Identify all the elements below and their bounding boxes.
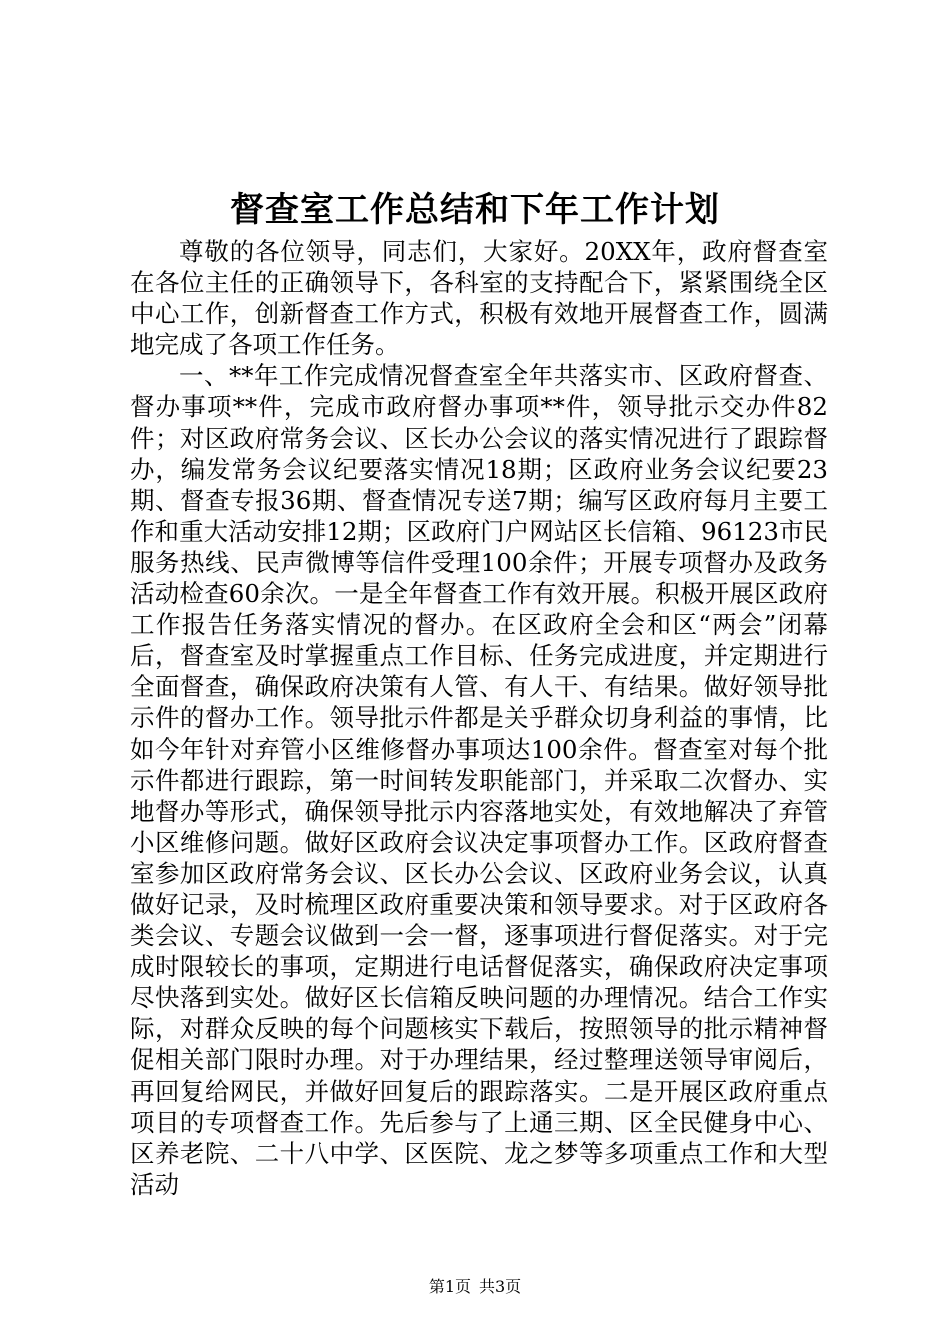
paragraph-work-summary: 一、**年工作完成情况督查室全年共落实市、区政府督查、督办事项**件，完成市政府督办事项**件，领导批示交办件82件；对区政府常务会议、区长办公会议的落实情况进行了跟踪督办，编发常务会议纪要落实情况18期；区政府业务会议纪要23期、督查专报36期、督查情况专送7期；编写区政府每月主要工作和重大活动安排12期；区政府门户网站区长信箱、96123市民服务热线、民声微博等信件受理100余件；开展专项督办及政务活动检查60余次。一是全年督查工作有效开展。积极开展区政府工作报告任务落实情况的督办。在区政府全会和区“两会”闭幕后，督查室及时掌握重点工作目标、任务完成进度，并定期进行全面督查，确保政府决策有人管、有人干、有结果。做好领导批示件的督办工作。领导批示件都是关乎群众切身利益的事情，比如今年针对弃管小区维修督办事项达100余件。督查室对每个批示件都进行跟踪，第一时间转发职能部门，并采取二次督办、实地督办等形式，确保领导批示内容落地实处，有效地解决了弃管小区维修问题。做好区政府会议决定事项督办工作。区政府督查室参加区政府常务会议、区长办公会议、区政府业务会议，认真做好记录，及时梳理区政府重要决策和领导要求。对于区政府各类会议、专题会议做到一会一督，逐事项进行督促落实。对于完成时限较长的事项，定期进行电话督促落实，确保政府决定事项尽快落到实处。做好区长信箱反映问题的办理情况。结合工作实际，对群众反映的每个问题核实下载后，按照领导的批示精神督促相关部门限时办理。对于办理结果，经过整理送领导审阅后，再回复给网民，并做好回复后的跟踪落实。二是开展区政府重点项目的专项督查工作。先后参与了上通三期、区全民健身中心、区养老院、二十八中学、区医院、龙之梦等多项重点工作和大型活动	[130, 361, 828, 1199]
document-title: 督查室工作总结和下年工作计划	[230, 190, 720, 230]
page-number: 第1页	[428, 1277, 471, 1296]
paragraph-greeting: 尊敬的各位领导，同志们，大家好。20XX年，政府督查室在各位主任的正确领导下，各科室的支持配合下，紧紧围绕全区中心工作，创新督查工作方式，积极有效地开展督查工作，圆满地完成了各项工作任务。	[130, 237, 828, 360]
document-body	[130, 236, 828, 1199]
page-total: 共3页	[479, 1277, 522, 1296]
page-footer	[0, 1277, 950, 1297]
